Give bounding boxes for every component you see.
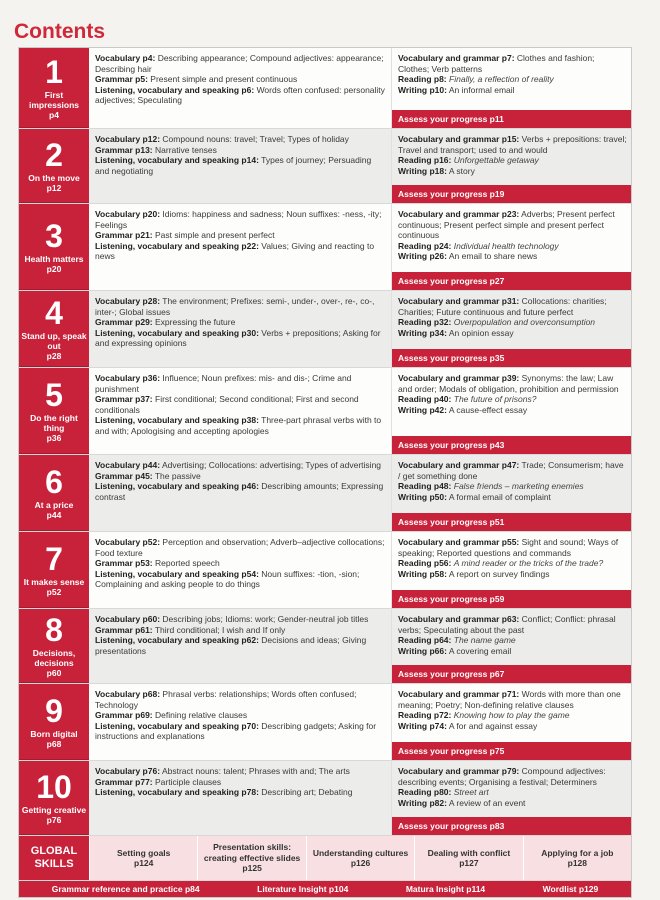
lesson-label: Vocabulary and grammar p31: — [398, 296, 520, 306]
lesson-label: Vocabulary p52: — [95, 537, 161, 547]
unit-row — [19, 455, 631, 532]
assess-progress-bar[interactable]: Assess your progress p27 — [392, 272, 631, 290]
unit-number: 2 — [45, 136, 63, 173]
lesson-line[interactable] — [95, 689, 387, 710]
lesson-label: Vocabulary and grammar p71: — [398, 689, 520, 699]
lesson-line[interactable] — [95, 614, 387, 625]
lesson-line[interactable] — [95, 209, 387, 230]
unit-badge[interactable] — [19, 609, 89, 683]
unit-number: 5 — [45, 376, 63, 413]
lesson-label: Listening, vocabulary and speaking p30: — [95, 327, 259, 338]
unit-page: p52 — [46, 586, 62, 597]
lesson-label: Listening, vocabulary and speaking p54: — [95, 568, 259, 579]
lesson-line[interactable] — [398, 394, 627, 405]
lesson-topics: Conflict; Conflict: phrasal verbs; Speculating about the past — [398, 614, 616, 635]
unit-page: p76 — [46, 814, 62, 825]
lesson-line[interactable] — [95, 155, 387, 176]
lesson-topics: The passive — [154, 470, 201, 481]
unit-left-column — [89, 291, 391, 367]
lesson-line[interactable] — [95, 241, 387, 262]
unit-left-column — [89, 368, 391, 454]
lesson-line[interactable] — [398, 251, 627, 262]
lesson-label: Writing p50: — [398, 491, 447, 502]
assess-progress-bar[interactable]: Assess your progress p59 — [392, 590, 631, 608]
unit-row — [19, 761, 631, 836]
lesson-topics: Collocations: charities; Charities; Future continuous and future perfect — [398, 296, 607, 317]
lesson-label: Writing p74: — [398, 720, 447, 731]
unit-left-column — [89, 48, 391, 128]
lesson-topics: Unforgettable getaway — [453, 155, 539, 165]
unit-page: p12 — [46, 182, 62, 193]
lesson-line[interactable] — [95, 145, 387, 156]
lesson-topics: Knowing how to play the game — [453, 710, 570, 720]
lesson-topics: Decisions and ideas; Giving presentations — [95, 635, 367, 656]
unit-badge[interactable] — [19, 368, 89, 454]
lesson-label: Reading p8: — [398, 74, 447, 84]
lesson-label: Grammar p5: — [95, 74, 148, 84]
unit-badge[interactable] — [19, 129, 89, 203]
unit-row — [19, 204, 631, 291]
lesson-topics: Idioms: happiness and sadness; Noun suffixes: -ness, -ity; Feelings — [95, 209, 382, 230]
lesson-line[interactable] — [398, 614, 627, 635]
unit-badge[interactable] — [19, 48, 89, 128]
unit-right-column — [391, 455, 631, 531]
lesson-line[interactable] — [398, 646, 627, 657]
unit-right-column — [391, 204, 631, 290]
footer-link[interactable]: Wordlist p129 — [542, 884, 599, 894]
global-skill-page: p126 — [350, 858, 371, 868]
contents-table — [18, 47, 632, 898]
unit-row — [19, 48, 631, 129]
lesson-topics: An opinion essay — [448, 327, 514, 338]
global-skill-page: p128 — [567, 858, 588, 868]
lesson-label: Listening, vocabulary and speaking p38: — [95, 415, 259, 425]
lesson-line[interactable] — [95, 569, 387, 590]
lesson-topics: Defining relative clauses — [155, 710, 248, 720]
lesson-topics: Third conditional; I wish and If only — [154, 624, 286, 635]
global-skills-badge — [19, 836, 89, 880]
lesson-label: Grammar p37: — [95, 394, 153, 404]
lesson-topics: Words often confused: personality adjectives; Speculating — [95, 84, 385, 105]
lesson-topics: An informal email — [448, 84, 515, 95]
unit-left-column — [89, 129, 391, 203]
lesson-topics: Reported speech — [155, 558, 220, 568]
lesson-line[interactable] — [95, 74, 387, 85]
lesson-topics: Describing jobs; Idioms: work; Gender-neutral job titles — [162, 614, 369, 624]
assess-progress-bar[interactable]: Assess your progress p11 — [392, 110, 631, 128]
footer-link[interactable]: Literature Insight p104 — [257, 884, 349, 894]
unit-title: First impressions — [28, 89, 80, 110]
assess-progress-bar[interactable]: Assess your progress p83 — [392, 817, 631, 835]
unit-right-column — [391, 48, 631, 128]
unit-right-column — [391, 291, 631, 367]
global-skill-page: p124 — [134, 858, 154, 868]
global-skill-name: Dealing with conflict — [427, 847, 511, 858]
lesson-topics: Describing art; Debating — [261, 787, 353, 797]
unit-badge[interactable] — [19, 761, 89, 835]
unit-row — [19, 609, 631, 684]
lesson-line[interactable] — [398, 74, 627, 85]
lesson-line[interactable] — [398, 134, 627, 155]
lesson-topics: Types of journey; Persuading and negotiating — [95, 155, 372, 176]
lesson-line[interactable] — [398, 296, 627, 317]
unit-title: Born digital — [30, 728, 78, 739]
lesson-line[interactable] — [95, 317, 387, 328]
lesson-label: Reading p56: — [398, 558, 452, 568]
global-skill-item[interactable] — [414, 836, 522, 880]
global-skill-name: Understanding cultures — [312, 847, 409, 858]
lesson-label: Vocabulary p76: — [95, 766, 161, 776]
lesson-label: Grammar p13: — [95, 144, 153, 155]
unit-row — [19, 684, 631, 761]
lesson-topics: False friends – marketing enemies — [453, 481, 584, 491]
lesson-line[interactable] — [398, 721, 627, 732]
lesson-topics: A for and against essay — [448, 720, 538, 731]
lesson-topics: Adverbs; Present perfect continuous; Present perfect simple and present perfect continuous — [398, 209, 615, 240]
unit-right-column — [391, 761, 631, 835]
unit-badge[interactable] — [19, 532, 89, 608]
lesson-topics: A report on survey findings — [448, 568, 550, 579]
unit-page: p68 — [46, 738, 62, 749]
lesson-topics: Expressing the future — [155, 317, 236, 327]
lesson-topics: Narrative tenses — [155, 144, 217, 155]
unit-title: On the move — [28, 172, 80, 183]
lesson-topics: Individual health technology — [453, 240, 559, 251]
page-title: Contents — [14, 20, 105, 43]
lesson-line[interactable] — [398, 787, 627, 798]
lesson-topics: Compound adjectives: describing events; Organising a festival; Determiners — [398, 766, 606, 787]
lesson-label: Reading p80: — [398, 787, 452, 797]
lesson-label: Listening, vocabulary and speaking p62: — [95, 635, 259, 645]
lesson-label: Reading p48: — [398, 481, 452, 491]
global-skills-row — [19, 836, 631, 881]
unit-page: p28 — [46, 350, 62, 361]
lesson-line[interactable] — [95, 777, 387, 788]
lesson-topics: The name game — [453, 635, 516, 645]
lesson-topics: The future of prisons? — [453, 394, 537, 404]
lesson-topics: Values; Giving and reacting to news — [95, 240, 375, 261]
lesson-topics: Phrasal verbs: relationships; Words often confused; Technology — [95, 689, 357, 710]
lesson-topics: Present simple and present continuous — [150, 74, 298, 84]
unit-left-column — [89, 455, 391, 531]
lesson-label: Grammar p77: — [95, 776, 153, 787]
lesson-line[interactable] — [398, 328, 627, 339]
lesson-label: Writing p42: — [398, 404, 447, 415]
lesson-label: Vocabulary and grammar p39: — [398, 373, 520, 383]
lesson-label: Reading p40: — [398, 394, 452, 404]
unit-title: At a price — [34, 499, 74, 510]
lesson-label: Listening, vocabulary and speaking p46: — [95, 481, 259, 491]
assess-progress-bar[interactable]: Assess your progress p75 — [392, 742, 631, 760]
lesson-line[interactable] — [398, 405, 627, 416]
lesson-label: Writing p66: — [398, 645, 447, 656]
lesson-label: Grammar p29: — [95, 317, 153, 327]
unit-right-column — [391, 368, 631, 454]
unit-page: p44 — [46, 509, 62, 520]
unit-number: 6 — [45, 463, 63, 500]
lesson-label: Listening, vocabulary and speaking p14: — [95, 155, 259, 165]
lesson-line[interactable] — [398, 635, 627, 646]
lesson-line[interactable] — [95, 394, 387, 415]
lesson-label: Grammar p69: — [95, 710, 153, 720]
global-skills-label-1: GLOBAL — [30, 845, 78, 857]
global-skill-name: Applying for a job — [541, 847, 614, 858]
lesson-line[interactable] — [95, 558, 387, 569]
unit-right-column — [391, 129, 631, 203]
lesson-topics: Verbs + prepositions; Asking for and expressing opinions — [95, 327, 381, 348]
unit-badge[interactable] — [19, 291, 89, 367]
lesson-label: Vocabulary and grammar p63: — [398, 614, 520, 624]
assess-progress-bar[interactable]: Assess your progress p51 — [392, 513, 631, 531]
assess-progress-bar[interactable]: Assess your progress p67 — [392, 665, 631, 683]
unit-badge[interactable] — [19, 684, 89, 760]
lesson-topics: A covering email — [448, 645, 512, 656]
lesson-label: Vocabulary p28: — [95, 296, 161, 306]
lesson-line[interactable] — [398, 460, 627, 481]
lesson-line[interactable] — [95, 787, 387, 798]
lesson-label: Grammar p53: — [95, 558, 153, 568]
lesson-line[interactable] — [398, 537, 627, 558]
footer-link[interactable]: Matura Insight p114 — [405, 884, 486, 894]
lesson-topics: Describing appearance; Compound adjectives: appearance; Describing hair — [95, 53, 384, 74]
lesson-line[interactable] — [95, 415, 387, 436]
lesson-label: Reading p32: — [398, 317, 452, 327]
lesson-line[interactable] — [95, 471, 387, 482]
lesson-label: Reading p72: — [398, 710, 452, 720]
lesson-topics: Compound nouns: travel; Travel; Types of holiday — [162, 134, 349, 144]
unit-badge[interactable] — [19, 204, 89, 290]
lesson-line[interactable] — [95, 766, 387, 777]
lesson-line[interactable] — [95, 296, 387, 317]
lesson-label: Grammar p21: — [95, 230, 153, 240]
lesson-line[interactable] — [95, 481, 387, 502]
lesson-label: Writing p18: — [398, 165, 447, 176]
lesson-topics: Describing amounts; Expressing contrast — [95, 481, 384, 502]
lesson-label: Writing p34: — [398, 327, 447, 338]
lesson-line[interactable] — [95, 460, 387, 471]
lesson-label: Reading p16: — [398, 155, 452, 165]
global-skill-page: p127 — [459, 858, 479, 868]
lesson-line[interactable] — [95, 721, 387, 742]
lesson-label: Listening, vocabulary and speaking p78: — [95, 787, 259, 797]
lesson-label: Grammar p61: — [95, 624, 153, 635]
lesson-topics: Words with more than one meaning; Poetry; Non-defining relative clauses — [398, 689, 621, 710]
global-skill-name: Presentation skills: creating effective slides — [203, 842, 301, 863]
lesson-topics: Clothes and fashion; Clothes; Verb patterns — [398, 53, 595, 74]
lesson-line[interactable] — [95, 635, 387, 656]
lesson-line[interactable] — [398, 53, 627, 74]
lesson-label: Vocabulary p60: — [95, 614, 161, 624]
lesson-line[interactable] — [95, 134, 387, 145]
lesson-label: Vocabulary p44: — [95, 460, 161, 470]
unit-row — [19, 291, 631, 368]
lesson-label: Writing p10: — [398, 84, 447, 95]
lesson-topics: Synonyms: the law; Law and order; Modals of obligation, prohibition and permission — [398, 373, 619, 394]
lesson-topics: Verbs + prepositions: travel; Travel and transport; used to and would — [398, 134, 627, 155]
lesson-topics: Describing gadgets; Asking for instructions and explanations — [95, 720, 377, 741]
lesson-label: Reading p24: — [398, 240, 452, 251]
unit-number: 3 — [45, 217, 63, 254]
lesson-line[interactable] — [398, 317, 627, 328]
unit-title: Do the right thing — [30, 412, 78, 433]
lesson-line[interactable] — [95, 328, 387, 349]
global-skill-name: Setting goals — [117, 847, 171, 858]
lesson-label: Listening, vocabulary and speaking p22: — [95, 240, 259, 251]
lesson-line[interactable] — [398, 373, 627, 394]
footer-links — [19, 881, 631, 897]
lesson-label: Writing p58: — [398, 568, 447, 579]
lesson-topics: Noun suffixes: -tion, -sion; Complaining and asking people to do things — [95, 568, 360, 589]
lesson-label: Vocabulary and grammar p7: — [398, 53, 515, 63]
lesson-label: Vocabulary and grammar p15: — [398, 134, 520, 144]
lesson-line[interactable] — [398, 766, 627, 787]
unit-right-column — [391, 609, 631, 683]
unit-number: 10 — [36, 768, 72, 805]
unit-number: 4 — [45, 294, 63, 331]
unit-page: p36 — [46, 432, 62, 443]
lesson-label: Reading p64: — [398, 635, 452, 645]
global-skill-item[interactable] — [89, 836, 197, 880]
unit-left-column — [89, 761, 391, 835]
unit-title: It makes sense — [23, 576, 85, 587]
unit-left-column — [89, 532, 391, 608]
global-skills-label-2: SKILLS — [34, 858, 74, 870]
global-skill-item[interactable] — [523, 836, 631, 880]
lesson-topics: Overpopulation and overconsumption — [453, 317, 596, 327]
lesson-line[interactable] — [95, 537, 387, 558]
lesson-topics: Three-part phrasal verbs with to and with; Apologising and accepting apologies — [95, 415, 382, 436]
global-skill-page: p125 — [242, 863, 262, 874]
lesson-line[interactable] — [95, 230, 387, 241]
lesson-label: Vocabulary and grammar p79: — [398, 766, 520, 776]
unit-row — [19, 129, 631, 204]
unit-row — [19, 532, 631, 609]
lesson-label: Vocabulary and grammar p55: — [398, 537, 520, 547]
lesson-label: Vocabulary p4: — [95, 53, 156, 63]
lesson-line[interactable] — [398, 689, 627, 710]
lesson-line[interactable] — [398, 569, 627, 580]
lesson-line[interactable] — [398, 492, 627, 503]
lesson-topics: Advertising; Collocations: advertising; Types of advertising — [161, 460, 382, 470]
lesson-line[interactable] — [398, 481, 627, 492]
lesson-label: Vocabulary p12: — [95, 134, 161, 144]
unit-number: 1 — [45, 53, 63, 90]
lesson-label: Vocabulary and grammar p23: — [398, 209, 520, 219]
lesson-line[interactable] — [95, 53, 387, 74]
unit-number: 7 — [45, 540, 63, 577]
unit-title: Decisions, decisions — [32, 647, 76, 668]
lesson-line[interactable] — [398, 798, 627, 809]
lesson-topics: Abstract nouns: talent; Phrases with and; The arts — [161, 766, 350, 776]
lesson-line[interactable] — [398, 209, 627, 241]
lesson-topics: The environment; Prefixes: semi-, under-, over-, re-, co-, inter-; Global issues — [95, 296, 375, 317]
lesson-line[interactable] — [95, 373, 387, 394]
lesson-line[interactable] — [398, 558, 627, 569]
unit-left-column — [89, 204, 391, 290]
lesson-label: Writing p26: — [398, 251, 447, 261]
unit-left-column — [89, 684, 391, 760]
lesson-label: Vocabulary p68: — [95, 689, 161, 699]
lesson-topics: A formal email of complaint — [448, 491, 551, 502]
lesson-line[interactable] — [398, 241, 627, 252]
lesson-label: Listening, vocabulary and speaking p6: — [95, 84, 255, 95]
lesson-topics: Finally, a reflection of reality — [449, 74, 554, 84]
unit-number: 9 — [45, 692, 63, 729]
unit-left-column — [89, 609, 391, 683]
lesson-label: Listening, vocabulary and speaking p70: — [95, 720, 259, 731]
global-skill-item[interactable] — [306, 836, 414, 880]
unit-title: Getting creative — [21, 804, 87, 815]
lesson-label: Vocabulary p36: — [95, 373, 161, 383]
lesson-topics: A story — [448, 165, 475, 176]
footer-link[interactable]: Grammar reference and practice p84 — [51, 884, 200, 894]
lesson-topics: Street art — [453, 787, 489, 797]
assess-progress-bar[interactable]: Assess your progress p43 — [392, 436, 631, 454]
lesson-topics: Influence; Noun prefixes: mis- and dis-; Crime and punishment — [95, 373, 352, 394]
lesson-label: Writing p82: — [398, 797, 447, 808]
unit-title: Health matters — [24, 253, 84, 264]
assess-progress-bar[interactable]: Assess your progress p19 — [392, 185, 631, 203]
lesson-line[interactable] — [398, 710, 627, 721]
lesson-topics: Perception and observation; Adverb–adjective collocations; Food texture — [95, 537, 385, 558]
lesson-line[interactable] — [95, 710, 387, 721]
lesson-topics: Past simple and present perfect — [155, 230, 275, 240]
unit-right-column — [391, 532, 631, 608]
unit-badge[interactable] — [19, 455, 89, 531]
global-skill-item[interactable] — [197, 836, 305, 880]
unit-number: 8 — [45, 611, 63, 648]
lesson-line[interactable] — [95, 85, 387, 106]
unit-page: p20 — [46, 263, 62, 274]
lesson-line[interactable] — [398, 155, 627, 166]
lesson-line[interactable] — [95, 625, 387, 636]
unit-page: p60 — [46, 667, 62, 678]
lesson-topics: Sight and sound; Ways of speaking; Reported questions and commands — [398, 537, 619, 558]
lesson-topics: Trade; Consumerism; have / get something done — [398, 460, 624, 481]
lesson-topics: An email to share news — [448, 251, 538, 261]
lesson-topics: A review of an event — [448, 797, 526, 808]
unit-title: Stand up, speak out — [21, 330, 87, 351]
assess-progress-bar[interactable]: Assess your progress p35 — [392, 349, 631, 367]
lesson-label: Grammar p45: — [95, 470, 153, 481]
lesson-topics: A cause-effect essay — [448, 404, 528, 415]
unit-row — [19, 368, 631, 455]
lesson-label: Vocabulary p20: — [95, 209, 161, 219]
unit-page: p4 — [49, 109, 59, 120]
lesson-topics: First conditional; Second conditional; First and second conditionals — [95, 394, 359, 415]
lesson-label: Vocabulary and grammar p47: — [398, 460, 520, 470]
unit-right-column — [391, 684, 631, 760]
lesson-line[interactable] — [398, 166, 627, 177]
lesson-topics: A mind reader or the tricks of the trade? — [453, 558, 604, 568]
lesson-line[interactable] — [398, 85, 627, 96]
lesson-topics: Participle clauses — [155, 776, 222, 787]
